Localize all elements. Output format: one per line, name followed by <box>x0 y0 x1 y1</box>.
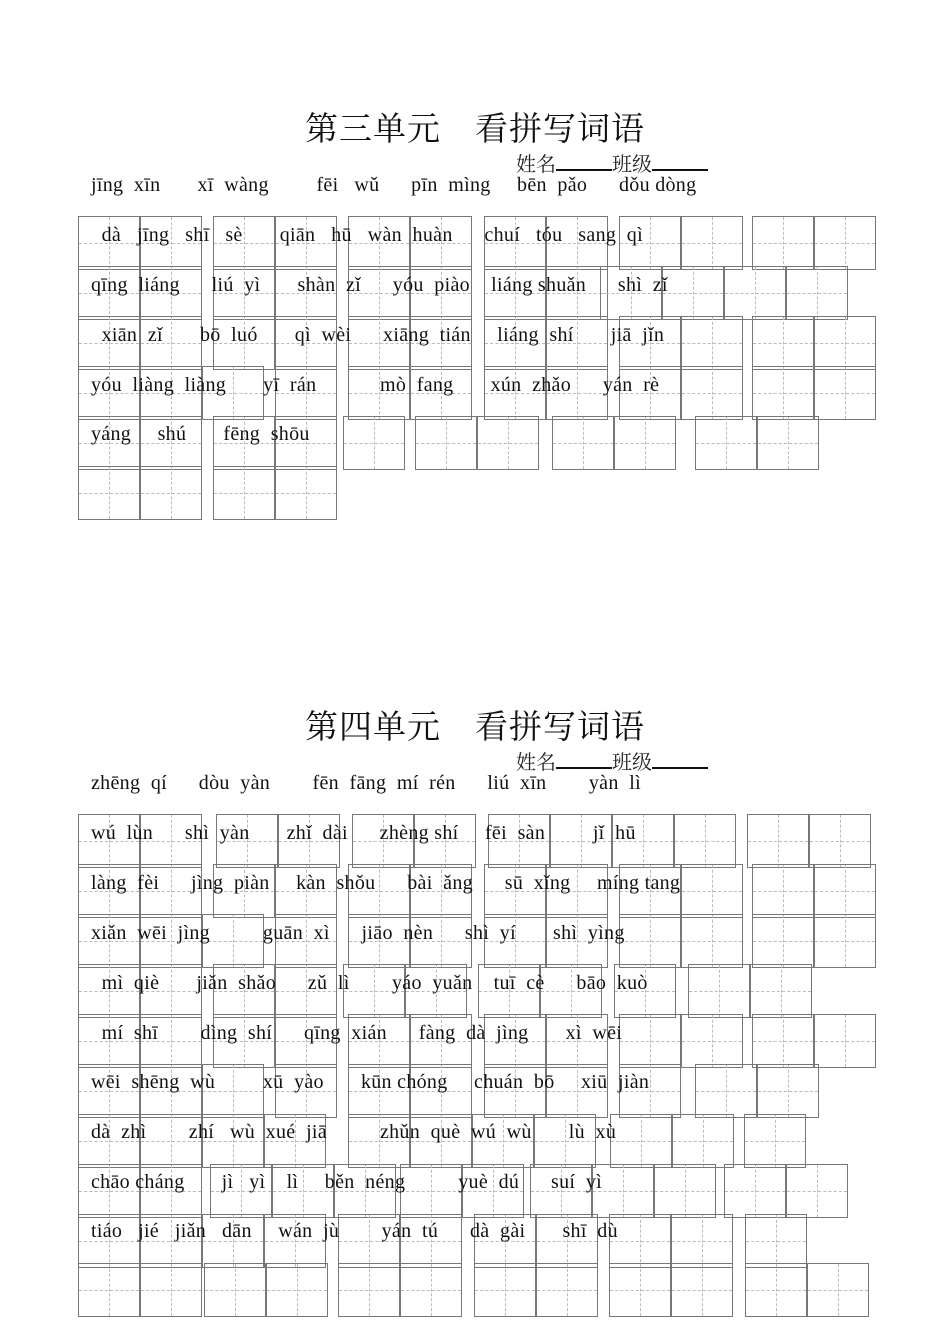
writing-box[interactable] <box>744 1114 806 1168</box>
writing-box[interactable] <box>477 416 539 470</box>
pinyin-row: jīng xīn xī wàng fēi wǔ pīn mìng bēn pǎo dǒu dòng <box>91 174 697 196</box>
pinyin-row: dà jīng shī sè qiān hū wàn huàn chuí tóu sang qì <box>91 224 643 246</box>
writing-box[interactable] <box>140 1263 202 1317</box>
writing-box[interactable] <box>752 914 814 968</box>
writing-box[interactable] <box>752 864 814 918</box>
writing-box[interactable] <box>814 1014 876 1068</box>
writing-box[interactable] <box>78 1263 140 1317</box>
writing-box[interactable] <box>814 914 876 968</box>
writing-box[interactable] <box>671 1214 733 1268</box>
name-label: 姓名 <box>516 750 556 774</box>
writing-box[interactable] <box>662 266 724 320</box>
writing-box[interactable] <box>809 814 871 868</box>
writing-box[interactable] <box>552 416 614 470</box>
writing-box[interactable] <box>213 466 275 520</box>
writing-box[interactable] <box>266 1263 328 1317</box>
writing-box[interactable] <box>724 1164 786 1218</box>
unit3-title: 第三单元 看拼写词语 <box>305 109 645 148</box>
writing-box[interactable] <box>750 964 812 1018</box>
pinyin-row: mì qiè jiǎn shǎo zǔ lì yáo yuǎn tuī cè bāo kuò <box>91 972 648 994</box>
writing-box[interactable] <box>609 1263 671 1317</box>
class-label: 班级 <box>612 750 652 774</box>
writing-box[interactable] <box>757 1064 819 1118</box>
writing-box[interactable] <box>688 964 750 1018</box>
writing-box[interactable] <box>752 216 814 270</box>
writing-box[interactable] <box>814 316 876 370</box>
writing-box[interactable] <box>672 1114 734 1168</box>
writing-box[interactable] <box>747 814 809 868</box>
writing-box[interactable] <box>681 216 743 270</box>
writing-box[interactable] <box>654 1164 716 1218</box>
writing-box[interactable] <box>536 1263 598 1317</box>
class-blank[interactable] <box>652 151 708 171</box>
pinyin-row: chāo cháng jì yì lì běn néng yuè dú suí yì <box>91 1171 603 1193</box>
pinyin-row: wēi shēng wù xū yào kūn chóng chuán bō xiū jiàn <box>91 1071 650 1093</box>
writing-box[interactable] <box>745 1263 807 1317</box>
writing-box[interactable] <box>786 266 848 320</box>
writing-box[interactable] <box>610 1114 672 1168</box>
writing-box[interactable] <box>343 416 405 470</box>
unit3-student-info <box>516 148 708 177</box>
pinyin-row: wú lùn shì yàn zhǐ dài zhèng shí fēi sàn jǐ hū <box>91 822 636 844</box>
writing-box[interactable] <box>814 216 876 270</box>
writing-box[interactable] <box>140 466 202 520</box>
pinyin-row: mí shī dìng shí qīng xián fàng dà jìng xì wēi <box>91 1022 623 1044</box>
writing-box[interactable] <box>204 1263 266 1317</box>
writing-box[interactable] <box>681 316 743 370</box>
writing-box[interactable] <box>786 1164 848 1218</box>
pinyin-row: tiáo jié jiǎn dān wán jù yán tú dà gài shī dù <box>91 1220 618 1242</box>
name-blank[interactable] <box>556 151 612 171</box>
writing-box[interactable] <box>814 366 876 420</box>
pinyin-row: yóu liàng liàng yī rán mò fang xún zhǎo yán rè <box>91 374 660 396</box>
writing-box[interactable] <box>275 466 337 520</box>
writing-box[interactable] <box>695 416 757 470</box>
pinyin-row: zhēng qí dòu yàn fēn fāng mí rén liú xīn yàn lì <box>91 772 641 794</box>
class-blank[interactable] <box>652 749 708 769</box>
name-label: 姓名 <box>516 152 556 176</box>
pinyin-row: yáng shú fēng shōu <box>91 423 310 445</box>
writing-box[interactable] <box>609 1214 671 1268</box>
writing-box[interactable] <box>619 914 681 968</box>
pinyin-row: xiān zǐ bō luó qì wèi xiāng tián liáng shí jiā jǐn <box>91 324 665 346</box>
class-label: 班级 <box>612 152 652 176</box>
writing-box[interactable] <box>745 1214 807 1268</box>
writing-box[interactable] <box>807 1263 869 1317</box>
pinyin-row: làng fèi jìng piàn kàn shǒu bài ǎng sū xǐng míng tang <box>91 872 681 894</box>
writing-box[interactable] <box>681 914 743 968</box>
pinyin-row: dà zhì zhí wù xué jiā zhǔn què wú wù lù xù <box>91 1121 617 1143</box>
writing-box[interactable] <box>614 416 676 470</box>
writing-box[interactable] <box>474 1263 536 1317</box>
writing-box[interactable] <box>681 366 743 420</box>
writing-box[interactable] <box>752 366 814 420</box>
writing-box[interactable] <box>724 266 786 320</box>
writing-box[interactable] <box>681 1014 743 1068</box>
writing-box[interactable] <box>338 1263 400 1317</box>
writing-box[interactable] <box>400 1263 462 1317</box>
writing-box[interactable] <box>752 316 814 370</box>
writing-box[interactable] <box>757 416 819 470</box>
writing-box[interactable] <box>681 864 743 918</box>
unit4-title: 第四单元 看拼写词语 <box>305 707 645 746</box>
writing-box[interactable] <box>674 814 736 868</box>
name-blank[interactable] <box>556 749 612 769</box>
pinyin-row: xiǎn wēi jìng guān xì jiāo nèn shì yí shì yìng <box>91 922 625 944</box>
writing-box[interactable] <box>78 466 140 520</box>
writing-box[interactable] <box>752 1014 814 1068</box>
writing-box[interactable] <box>695 1064 757 1118</box>
pinyin-row: qīng liáng liú yì shàn zǐ yóu piào liáng shuǎn shì zǐ <box>91 274 668 296</box>
writing-box[interactable] <box>671 1263 733 1317</box>
writing-box[interactable] <box>619 1014 681 1068</box>
writing-box[interactable] <box>415 416 477 470</box>
writing-box[interactable] <box>814 864 876 918</box>
unit4-student-info <box>516 746 708 775</box>
